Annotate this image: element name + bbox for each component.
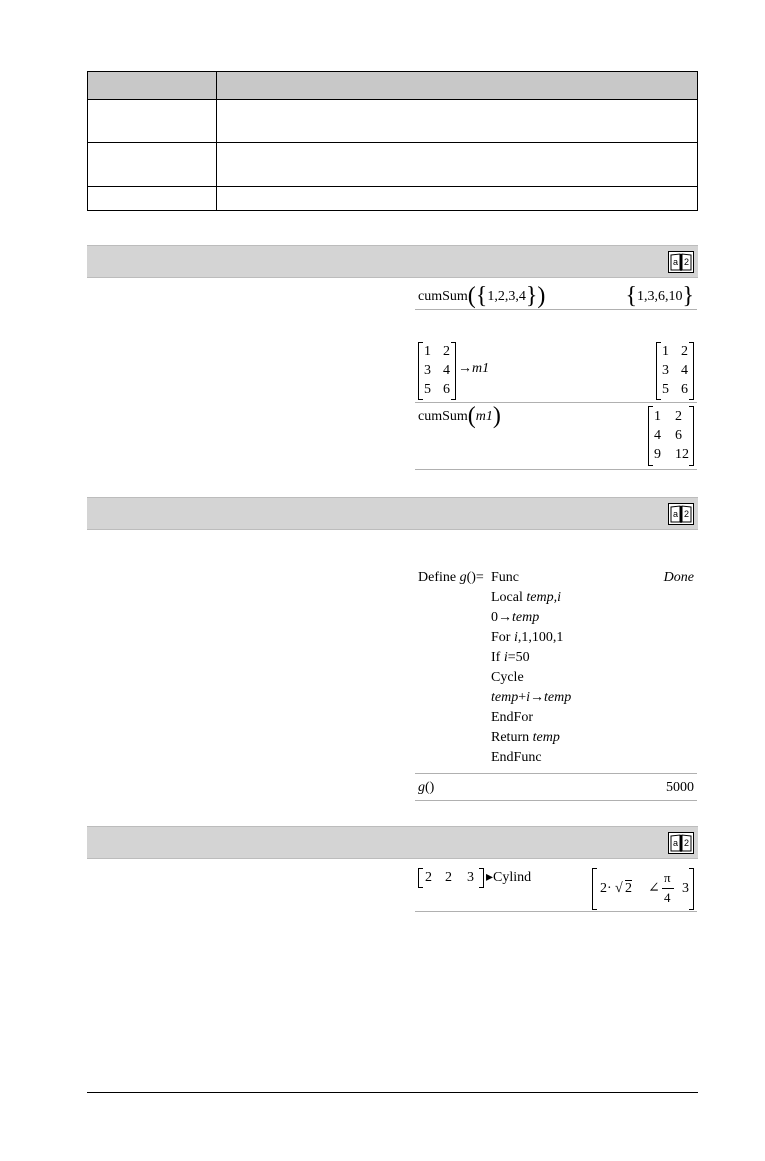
example-cumsum-matrix: cumSum(m1) 1 2 4 6 9 12 [415, 404, 697, 468]
program-line: temp+i→temp [491, 690, 572, 705]
conversion-operator: ▸Cylind [486, 870, 532, 885]
table-row-divider [88, 186, 697, 187]
example-separator [415, 402, 697, 403]
section-bar-cumsum [87, 245, 698, 278]
svg-text:2: 2 [684, 838, 690, 848]
store-arrow: → [458, 361, 472, 376]
program-line: Return temp [491, 730, 560, 745]
svg-text:a: a [673, 257, 679, 267]
example-separator [415, 773, 697, 774]
define-keyword: Define [418, 570, 457, 585]
svg-text:2: 2 [684, 509, 690, 519]
example-separator [415, 800, 697, 801]
catalog-book-icon [668, 832, 694, 854]
example-cumsum-list: cumSum({1,2,3,4}) {1,3,6,10} [418, 283, 694, 309]
example-call-g: g() 5000 [415, 776, 697, 800]
example-cycle-program: Define g()= Done Func Local temp,i 0→temp For i,1,100,1 If i=50 Cycle temp+i→temp EndFor Return temp EndFunc [415, 565, 697, 773]
function-name: g [459, 570, 467, 585]
function-call-name: g [418, 780, 425, 795]
example-matrix-store [415, 339, 697, 401]
matrix-result: 1 2 4 6 9 12 [648, 406, 694, 466]
result-vector: 2· √ 2 ∠ π 4 3 [592, 868, 694, 910]
svg-text:2: 2 [684, 257, 690, 267]
table-header-row [88, 72, 697, 100]
sqrt-symbol: √ [615, 881, 623, 896]
program-line: Local temp,i [491, 590, 561, 605]
svg-text:a: a [673, 838, 679, 848]
program-line: EndFunc [491, 750, 542, 765]
example-separator [415, 469, 697, 470]
program-line: 0→temp [491, 610, 540, 625]
example-separator [415, 911, 697, 912]
matrix-input: 1 2 3 4 5 6 [418, 342, 456, 400]
program-line: Cycle [491, 670, 524, 685]
svg-text:a: a [673, 509, 679, 519]
function-argument: m1 [475, 409, 493, 424]
program-line: For i,1,100,1 [491, 630, 564, 645]
program-line: EndFor [491, 710, 533, 725]
section-bar-cycle [87, 497, 698, 530]
call-result: 5000 [666, 780, 694, 795]
function-name: cumSum [418, 289, 468, 304]
reference-table [87, 71, 698, 211]
input-list: 1,2,3,4 [487, 289, 526, 304]
footer-rule [87, 1092, 698, 1093]
section-bar-cylind [87, 826, 698, 859]
example-separator [415, 309, 697, 310]
table-row-divider [88, 142, 697, 143]
program-line: If i=50 [491, 650, 530, 665]
store-variable: m1 [472, 361, 490, 376]
input-vector: 2 2 3 [418, 868, 484, 888]
result-done: Done [663, 570, 694, 585]
example-cylind [415, 866, 697, 910]
matrix-echo: 1 2 3 4 5 6 [656, 342, 694, 400]
table-column-divider [216, 72, 217, 210]
function-name: cumSum [418, 409, 468, 424]
result-list: 1,3,6,10 [636, 289, 683, 304]
program-line: Func [491, 570, 519, 585]
catalog-book-icon [668, 503, 694, 525]
catalog-book-icon [668, 251, 694, 273]
